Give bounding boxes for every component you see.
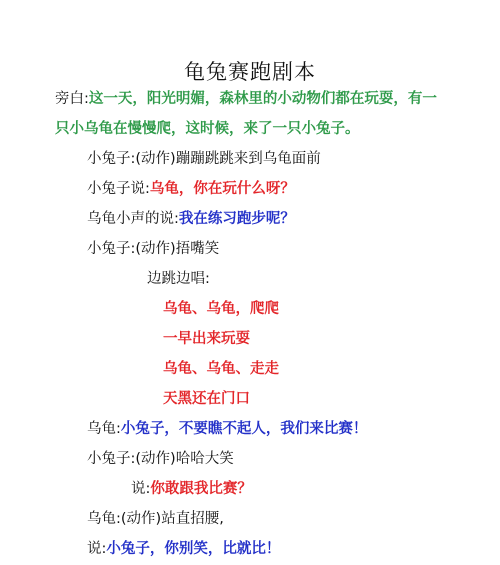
dialogue-line [87, 179, 295, 199]
speaker-label: 乌龟小声的说: [87, 211, 179, 227]
song-text: 乌龟、乌龟，爬爬 [163, 301, 279, 317]
song-line [163, 329, 250, 349]
speaker-label: 说: [131, 481, 151, 497]
action-text: 边跳边唱: [147, 271, 210, 287]
action-line [87, 449, 234, 469]
action-line [87, 509, 224, 529]
turtle-speech: 小兔子，不要瞧不起人，我们来比赛！ [120, 421, 368, 437]
dialogue-line [87, 209, 295, 229]
dialogue-line [131, 479, 252, 499]
speaker-label: 旁白: [55, 91, 89, 107]
rabbit-speech: 乌龟，你在玩什么呀？ [149, 181, 295, 197]
song-line [163, 359, 279, 379]
dialogue-line [87, 539, 280, 559]
action-line [147, 269, 210, 289]
turtle-speech: 我在练习跑步呢？ [178, 211, 295, 227]
action-text: 小兔子:(动作)蹦蹦跳跳来到乌龟面前 [87, 151, 321, 167]
speaker-label: 小兔子说: [87, 181, 150, 197]
song-text: 一早出来玩耍 [163, 331, 250, 347]
narration-line-1 [55, 89, 437, 109]
action-line [87, 149, 321, 169]
narration-text: 只小乌龟在慢慢爬，这时候，来了一只小兔子。 [55, 121, 360, 137]
narration-line-2 [55, 119, 360, 139]
dialogue-line [87, 419, 367, 439]
narration-text: 这一天，阳光明媚，森林里的小动物们都在玩耍，有一 [88, 91, 437, 107]
rabbit-speech: 你敢跟我比赛？ [150, 481, 252, 497]
speaker-label: 说: [87, 541, 107, 557]
action-line [87, 239, 219, 259]
action-text: 小兔子:(动作)哈哈大笑 [87, 451, 234, 467]
script-title: 龟兔赛跑剧本 [184, 60, 316, 84]
turtle-speech: 小兔子，你别笑，比就比！ [106, 541, 281, 557]
speaker-label: 乌龟: [87, 421, 121, 437]
song-text: 天黑还在门口 [163, 391, 250, 407]
song-line [163, 299, 279, 319]
song-line [163, 389, 250, 409]
song-text: 乌龟、乌龟、走走 [163, 361, 279, 377]
action-text: 小兔子:(动作)捂嘴笑 [87, 241, 220, 257]
action-text: 乌龟:(动作)站直招腰, [87, 511, 224, 527]
